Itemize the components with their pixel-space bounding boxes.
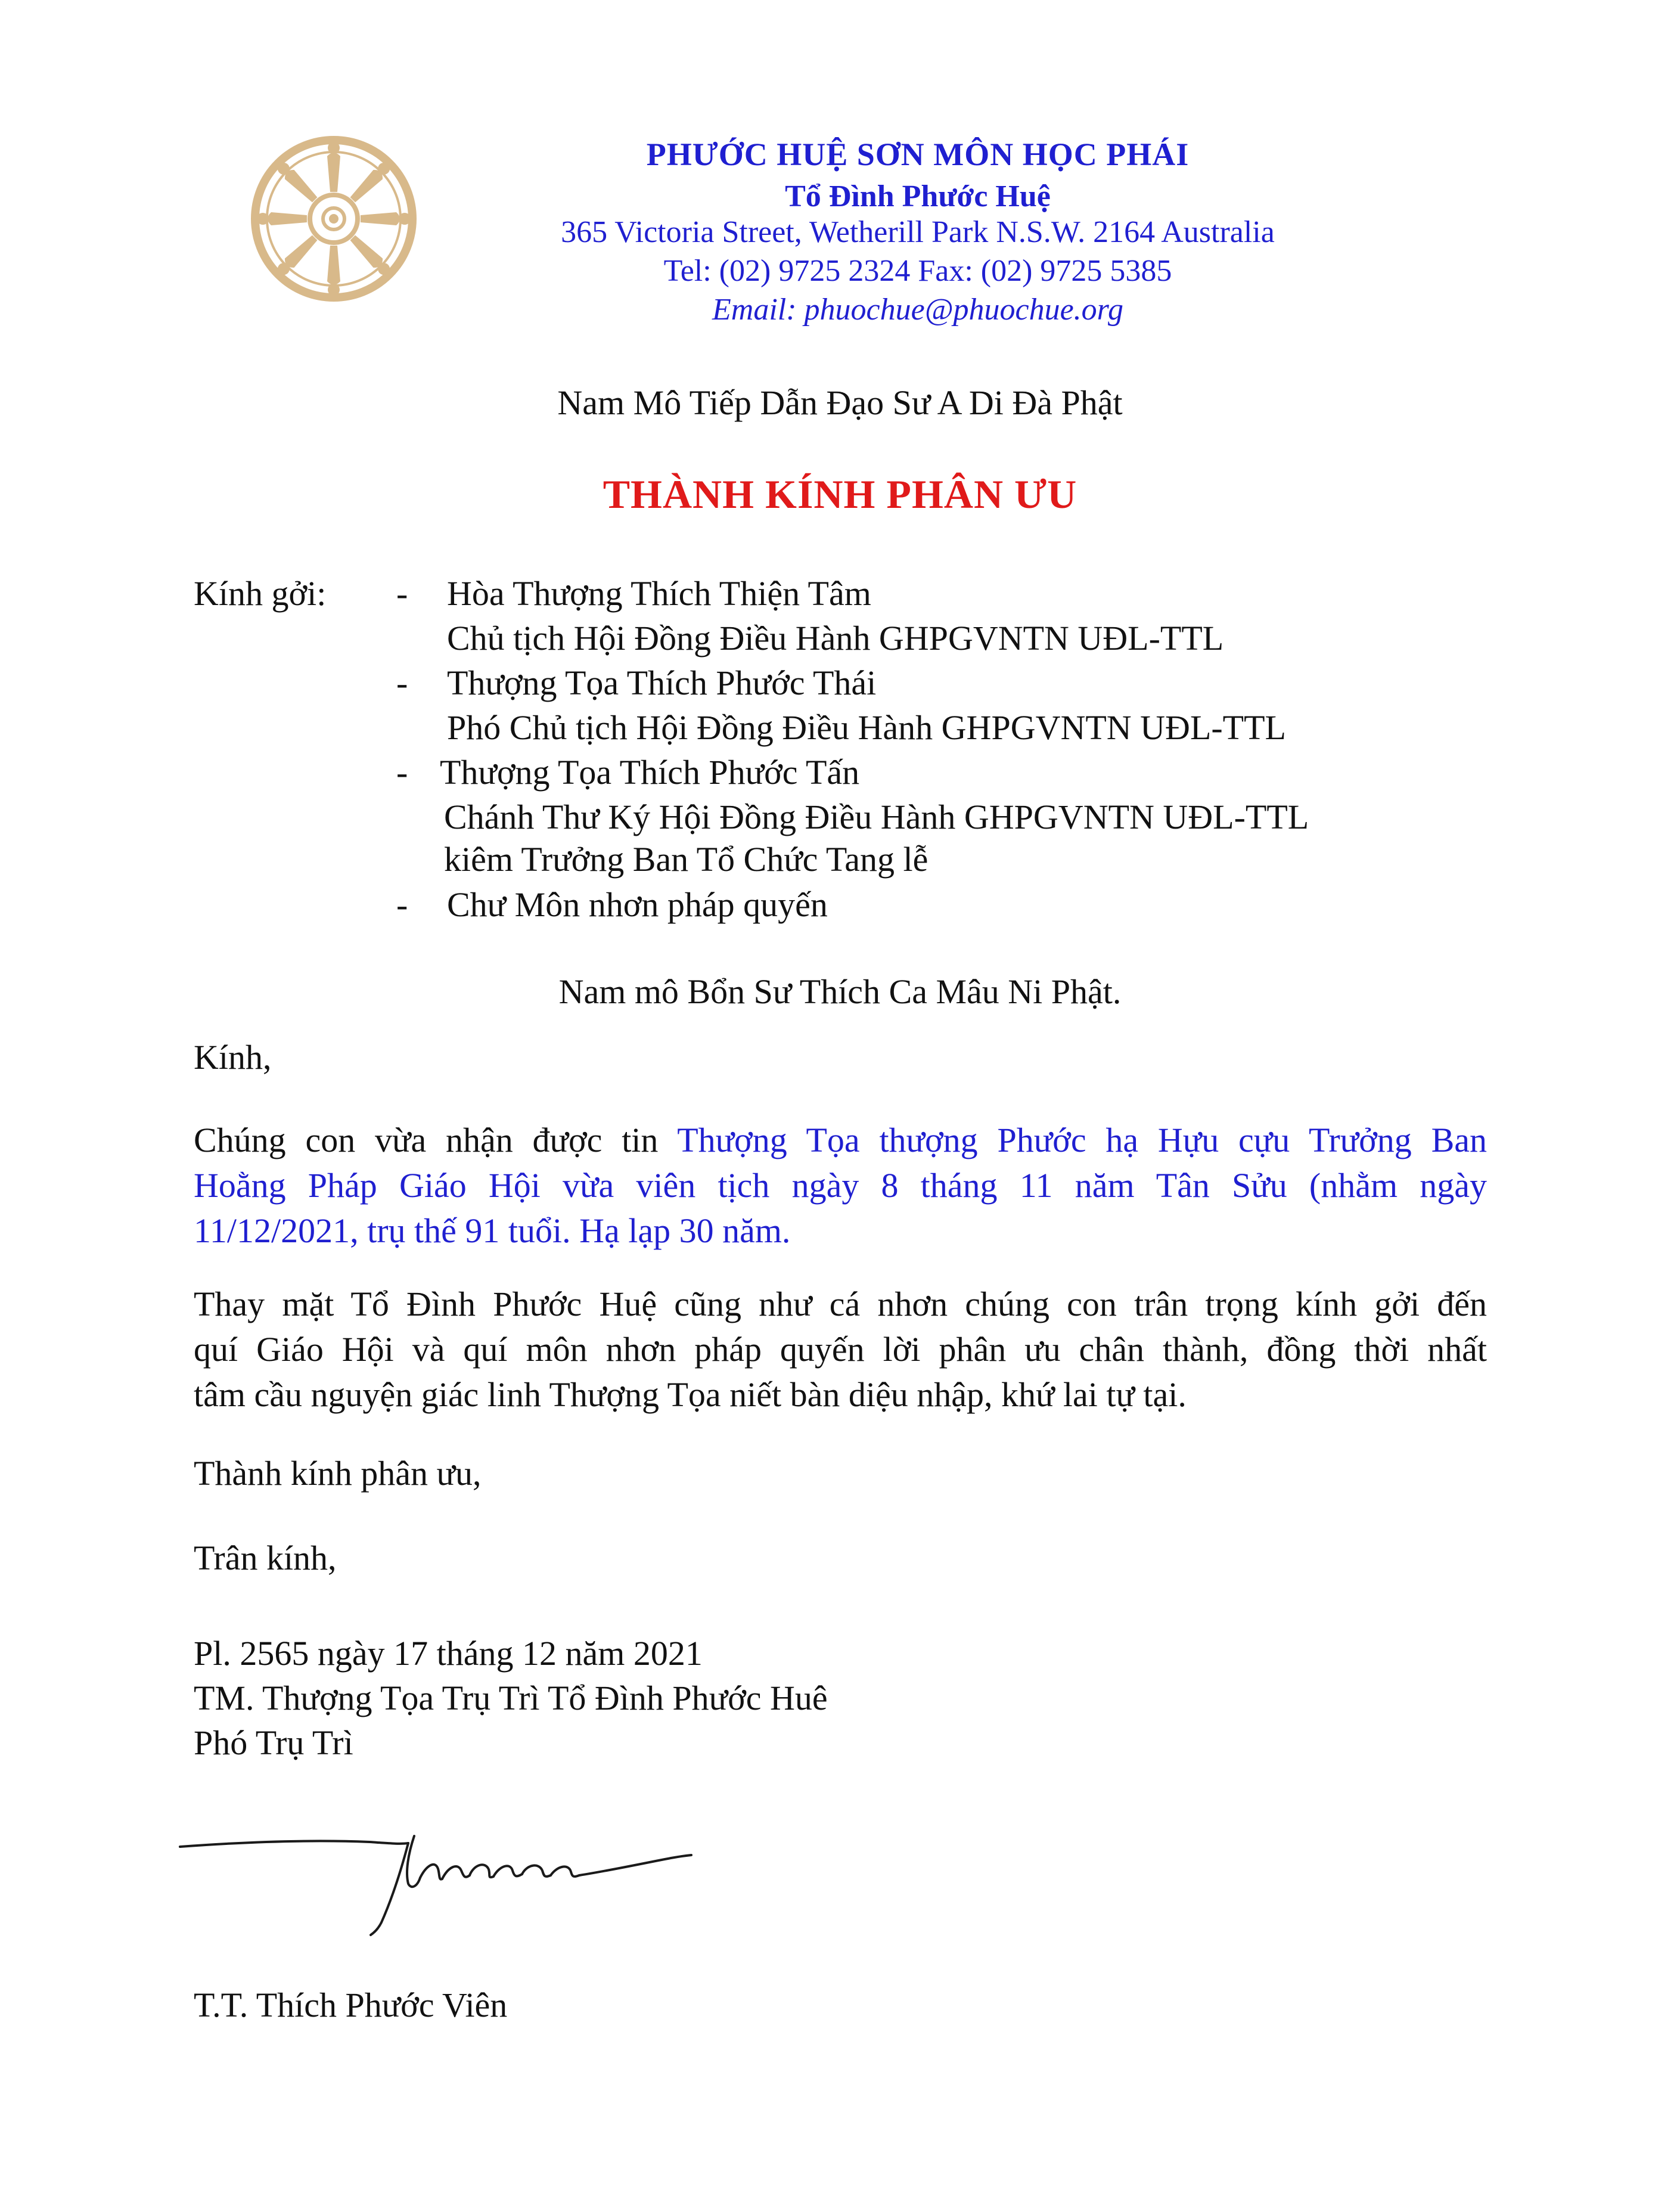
recipient-role: Chánh Thư Ký Hội Đồng Điều Hành GHPGVNTN UĐL-TTL — [444, 798, 1309, 836]
recipient-name: Thượng Tọa Thích Phước Thái — [447, 663, 877, 702]
recipient-dash: - — [396, 574, 408, 613]
news-paragraph — [194, 1118, 1487, 1254]
email-address: Email: phuochue@phuochue.org — [712, 293, 1123, 327]
recipient-role: kiêm Trưởng Ban Tổ Chức Tang lễ — [444, 840, 928, 879]
news-text: Chúng con vừa nhận được tin — [194, 1121, 678, 1159]
position-line: Phó Trụ Trì — [194, 1723, 353, 1762]
phone-fax: Tel: (02) 9725 2324 Fax: (02) 9725 5385 — [663, 254, 1172, 288]
address: 365 Victoria Street, Wetherill Park N.S.W. 2164 Australia — [561, 215, 1275, 249]
date-line: Pl. 2565 ngày 17 tháng 12 năm 2021 — [194, 1634, 703, 1673]
salutation: Kính, — [194, 1038, 272, 1077]
condolence-line: tâm cầu nguyện giác linh Thượng Tọa niết bàn diệu nhập, khứ lai tự tại. — [194, 1375, 1187, 1414]
closing-condolence: Thành kính phân ưu, — [194, 1454, 482, 1493]
recipient-dash: - — [396, 753, 408, 792]
recipients-label: Kính gởi: — [194, 574, 327, 613]
news-highlight: Hoằng Pháp Giáo Hội vừa viên tịch ngày 8 tháng 11 năm Tân Sửu (nhằm ngày — [194, 1166, 1487, 1205]
handwritten-signature — [173, 1800, 709, 1943]
org-name: PHƯỚC HUỆ SƠN MÔN HỌC PHÁI — [646, 137, 1190, 172]
recipient-name: Hòa Thượng Thích Thiện Tâm — [447, 574, 871, 613]
signer-name: T.T. Thích Phước Viên — [194, 1986, 508, 2024]
recipient-dash: - — [396, 663, 408, 702]
recipient-dash: - — [396, 885, 408, 924]
document-title: THÀNH KÍNH PHÂN ƯU — [603, 472, 1077, 517]
condolence-line: Thay mặt Tổ Đình Phước Huệ cũng như cá nhơn chúng con trân trọng kính gởi đến — [194, 1285, 1487, 1323]
recipient-role: Phó Chủ tịch Hội Đồng Điều Hành GHPGVNTN UĐL-TTL — [447, 708, 1286, 747]
news-highlight: 11/12/2021, trụ thế 91 tuổi. Hạ lạp 30 năm. — [194, 1211, 791, 1250]
invocation-top: Nam Mô Tiếp Dẫn Đạo Sư A Di Đà Phật — [557, 383, 1123, 422]
on-behalf-line: TM. Thượng Tọa Trụ Trì Tổ Đình Phước Huê — [194, 1679, 828, 1717]
closing-respect: Trân kính, — [194, 1539, 337, 1577]
recipient-name: Thượng Tọa Thích Phước Tấn — [440, 753, 860, 792]
condolence-paragraph — [194, 1282, 1487, 1418]
news-highlight: Thượng Tọa thượng Phước hạ Hựu cựu Trưởng Ban — [677, 1121, 1488, 1159]
invocation-mid: Nam mô Bổn Sư Thích Ca Mâu Ni Phật. — [558, 972, 1122, 1011]
condolence-line: quí Giáo Hội và quí môn nhơn pháp quyến lời phân ưu chân thành, đồng thời nhất — [194, 1330, 1487, 1369]
recipient-name: Chư Môn nhơn pháp quyến — [447, 885, 828, 924]
recipient-role: Chủ tịch Hội Đồng Điều Hành GHPGVNTN UĐL-TTL — [447, 619, 1224, 658]
temple-name: Tổ Đình Phước Huệ — [785, 179, 1051, 213]
